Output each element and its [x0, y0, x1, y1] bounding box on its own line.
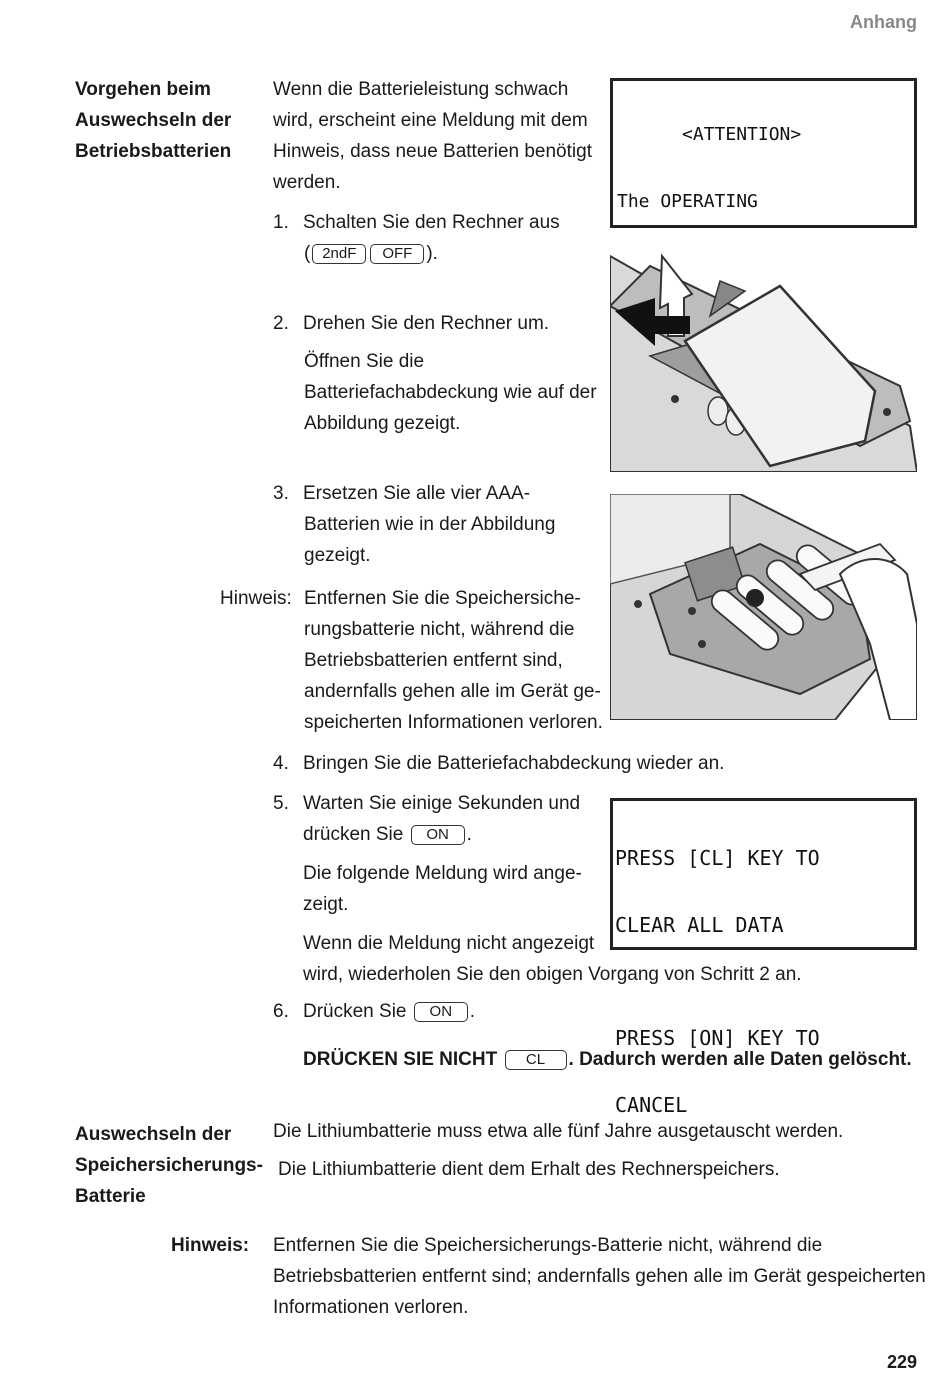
backup-battery-paragraph: Die Lithiumbatterie muss etwa alle fünf Jahre ausgetauscht werden. Die Lithiumbatterie dient dem Erhalt des Rechnerspeichers. [273, 1121, 844, 1180]
step-3: 3. Ersetzen Sie alle vier AAA- Batterien wie in der Abbildung gezeigt. [273, 483, 556, 566]
key-on: ON [411, 825, 465, 845]
step-2: 2. Drehen Sie den Rechner um. Öffnen Sie die Batteriefachabdeckung wie auf der Abbildung gezeigt. [273, 313, 597, 434]
note-text: Entfernen Sie die Speichersiche- rungsbatterie nicht, während die Betriebsbatterien entfernt sind, andernfalls gehen alle im Gerät ge- speicherten Informationen verloren. [304, 588, 603, 733]
step-5: 5. Warten Sie einige Sekunden und drücken Sie ON . Die folgende Meldung wird ange- zeigt. Wenn die Meldung nicht angezeigt wird, wiederholen Sie den obigen Vorgang von Schritt 2 an. [273, 793, 802, 985]
step-6: 6. Drücken Sie ON . [273, 1001, 476, 1022]
step-1: 1. Schalten Sie den Rechner aus ( 2ndF OFF ). [273, 212, 560, 264]
key-off: OFF [370, 244, 424, 264]
warning-text: DRÜCKEN SIE NICHT CL . Dadurch werden alle Daten gelöscht. [303, 1049, 912, 1070]
note-text-backup: Entfernen Sie die Speichersicherungs-Batterie nicht, während die Betriebsbatterien entfernt sind; andernfalls gehen alle im Gerät gespeicherten Informationen verloren. [273, 1235, 926, 1318]
key-on: ON [414, 1002, 468, 1022]
note-label-backup: Hinweis: [171, 1235, 250, 1256]
section-heading-backup-battery: Auswechseln der Speichersicherungs- Batterie [75, 1124, 263, 1207]
key-2ndf: 2ndF [312, 244, 366, 264]
section-header: Anhang [850, 12, 917, 32]
section-heading: Vorgehen beim Auswechseln der Betriebsbatterien [75, 79, 232, 162]
intro-paragraph: Wenn die Batterieleistung schwach wird, erscheint eine Meldung mit dem Hinweis, dass neue Batterien benötigt werden. [273, 79, 592, 193]
key-cl: CL [505, 1050, 567, 1070]
battery-replace-illustration [610, 494, 917, 720]
lcd-clear-data-screen: PRESS [CL] KEY TO CLEAR ALL DATA PRESS [ON] KEY TO CANCEL [610, 798, 917, 950]
battery-cover-illustration [610, 246, 917, 472]
note-label: Hinweis: [220, 588, 292, 609]
lcd-attention-screen: <ATTENTION> The OPERATING [610, 78, 917, 228]
step-4: 4. Bringen Sie die Batteriefachabdeckung wieder an. [273, 753, 725, 774]
page-number: 229 [886, 1352, 917, 1372]
